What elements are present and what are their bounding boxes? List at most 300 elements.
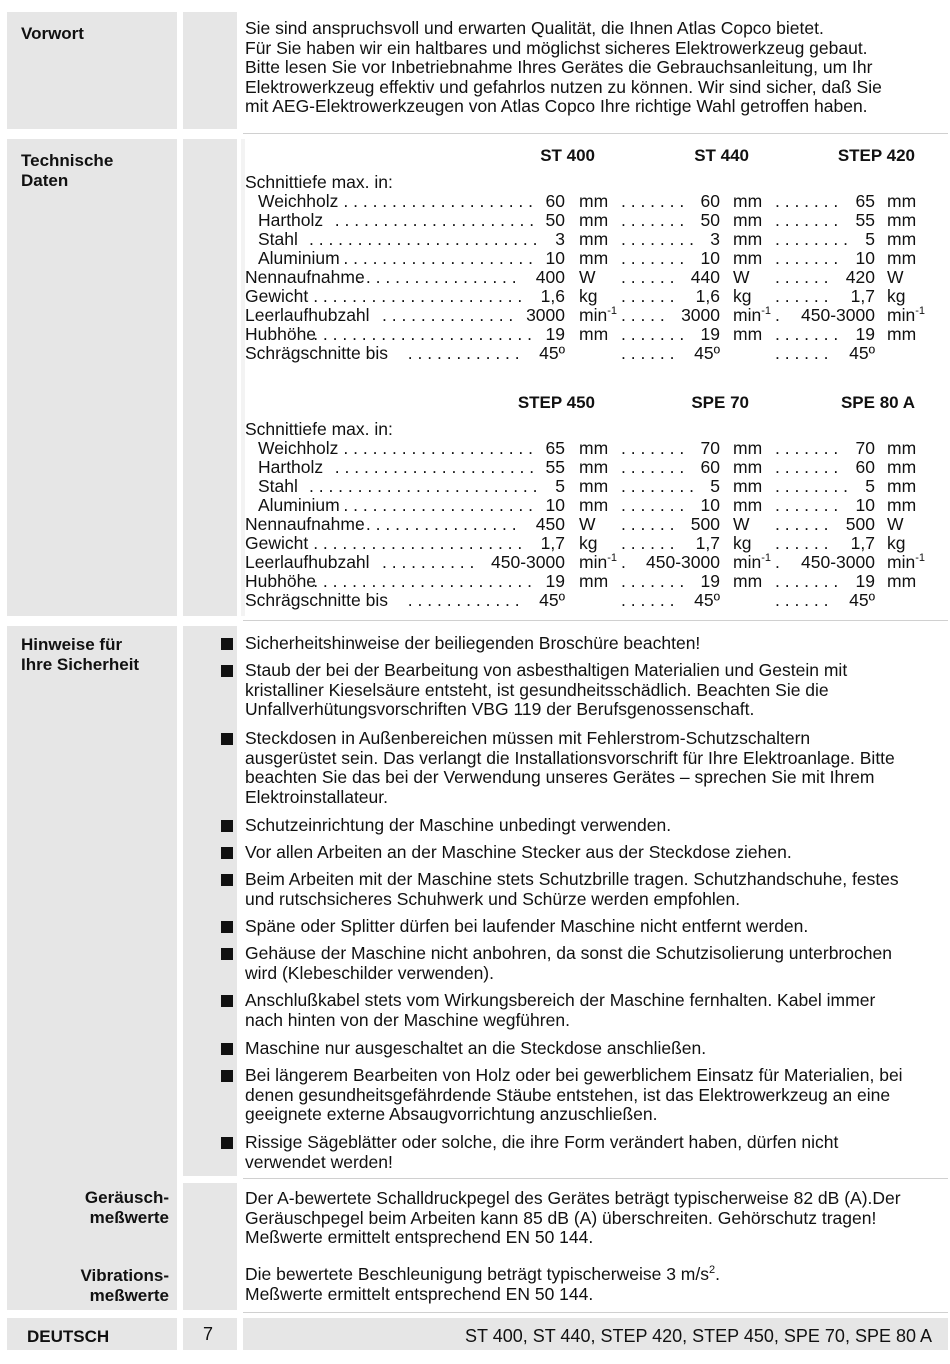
bullet-square-icon [221, 921, 233, 933]
table-row [245, 210, 935, 229]
superscript: -1 [761, 552, 771, 565]
row-unit: mm [887, 229, 917, 249]
table-row [245, 305, 935, 324]
label-line: meßwerte [89, 1286, 169, 1305]
safety-item-text [245, 870, 935, 909]
table-row [245, 457, 935, 476]
vibration-line-end: . [715, 1264, 720, 1284]
row-value: 10 [545, 495, 565, 515]
leader-dots: . . . . . . . [775, 191, 839, 211]
row-label: Hubhöhe [245, 571, 317, 591]
row-label: Stahl [258, 229, 298, 249]
safety-line: beachten Sie das bei der Verwendung unseres Gerätes – sprechen Sie mit Ihrem [245, 767, 875, 787]
row-unit: mm [887, 210, 917, 230]
safety-line: Maschine nur ausgeschaltet an die Steckdose anschließen. [245, 1038, 707, 1058]
tech-table-2 [245, 393, 935, 613]
row-value: 400 [535, 267, 565, 287]
safety-line: Rissige Sägeblätter oder solche, die ihre Form verändert haben, dürfen nicht [245, 1132, 839, 1152]
safety-line: kristalliner Kieselsäure entsteht, ist gesundheitsschädlich. Beachten Sie die [245, 679, 829, 700]
table-row [245, 438, 935, 457]
margin-box [183, 139, 237, 616]
table-row [245, 495, 935, 514]
vorwort-line: Elektrowerkzeug effektiv und gefahrlos nutzen zu können. Wir sind sicher, daß Sie [245, 76, 882, 97]
footer-language-box [7, 1318, 177, 1350]
row-value: 65 [545, 438, 565, 458]
row-unit: mm [579, 210, 609, 230]
leader-dots: . . . . . . . . [621, 476, 694, 496]
row-value: 1,6 [695, 286, 720, 306]
leader-dots: . . . . . . . [775, 571, 839, 591]
row-unit: mm [887, 476, 917, 496]
table-row [245, 248, 935, 267]
safety-line: verwendet werden! [245, 1151, 393, 1172]
safety-line: Bei längerem Bearbeiten von Holz oder bei gewerblichem Einsatz für Materialien, bei [245, 1065, 903, 1085]
vorwort-line: Sie sind anspruchsvoll und erwarten Qualität, die Ihnen Atlas Copco bietet. [245, 18, 824, 38]
row-unit: mm [887, 191, 917, 211]
superscript: -1 [607, 305, 617, 318]
row-value: 45º [539, 590, 565, 610]
row-value: 10 [700, 495, 720, 515]
row-value: 50 [700, 210, 720, 230]
safety-item-text [245, 843, 935, 863]
safety-item-text [245, 634, 935, 654]
leader-dots: . . . . . . . . . . [382, 552, 475, 572]
row-value: 19 [700, 324, 720, 344]
label-line: Vibrations- [80, 1266, 169, 1285]
leader-dots: . . . . . . . . . . . . . . . . . . . . [343, 495, 534, 515]
row-unit: W [887, 514, 904, 534]
row-label: Aluminium [258, 248, 340, 268]
row-unit: kg [733, 533, 752, 553]
row-unit: W [579, 267, 596, 287]
row-unit: mm [733, 571, 763, 591]
geraeusch-text [245, 1189, 950, 1248]
table-row [245, 191, 935, 210]
row-value: 50 [545, 210, 565, 230]
leader-dots: . . . . . . . . [621, 229, 694, 249]
geraeusch-line: Meßwerte ermittelt entsprechend EN 50 144. [245, 1227, 594, 1247]
row-label: Nennaufnahme [245, 267, 365, 287]
leader-dots: . . . . . . . . . . . . . . . . . . . . . . . [313, 324, 532, 344]
row-unit: mm [733, 324, 763, 344]
row-label: Gewicht [245, 533, 309, 553]
row-value: 3000 [526, 305, 565, 325]
leader-dots: . . . . . . . . [775, 229, 848, 249]
leader-dots: . . . . . . [621, 286, 675, 306]
leader-dots: . . . . . . . . . . . . . . . . . . . . [343, 438, 534, 458]
row-value: 45º [849, 590, 875, 610]
leader-dots: . . . . . [621, 305, 665, 325]
row-value: 19 [855, 571, 875, 591]
leader-dots: . . . . . . . [621, 248, 685, 268]
row-unit: W [733, 514, 750, 534]
label-line: Ihre Sicherheit [21, 655, 140, 674]
table-row [245, 571, 935, 590]
leader-dots: . . . . . . . [621, 191, 685, 211]
bullet-square-icon [221, 948, 233, 960]
row-unit: kg [579, 533, 598, 553]
row-unit: mm [579, 248, 609, 268]
leader-dots: . . . . . . . . . . . . . . . . . . . . . . [313, 286, 523, 306]
label-line: Daten [21, 171, 69, 190]
row-value: 45º [694, 343, 720, 363]
row-value: 19 [700, 571, 720, 591]
row-label: Weichholz [258, 191, 339, 211]
model-header: STEP 420 [837, 146, 915, 165]
row-value: 45º [694, 590, 720, 610]
leader-dots: . . . . . . . [775, 210, 839, 230]
label-line: Geräusch- [84, 1188, 169, 1207]
row-unit: mm [579, 324, 609, 344]
leader-dots: . . . . . . [621, 514, 675, 534]
safety-line: Späne oder Splitter dürfen bei laufender Maschine nicht entfernt werden. [245, 916, 809, 936]
row-unit: $\min^{-1}$ [733, 552, 771, 572]
row-unit: mm [579, 438, 609, 458]
leader-dots: . . . . . . . . . . . . . . . . . . . . . . . . [309, 476, 538, 496]
leader-dots: . . . . . . . . [775, 476, 848, 496]
safety-line: Gehäuse der Maschine nicht anbohren, da sonst die Schutzisolierung unterbrochen [245, 943, 892, 963]
safety-line: Anschlußkabel stets vom Wirkungsbereich der Maschine fernhalten. Kabel immer [245, 990, 876, 1010]
superscript: -1 [915, 552, 925, 565]
row-value: 5 [555, 476, 565, 496]
superscript: -1 [761, 305, 771, 318]
label-line: meßwerte [89, 1208, 169, 1227]
row-value: 45º [849, 343, 875, 363]
footer-page-box [183, 1318, 237, 1350]
superscript: 2 [709, 1264, 716, 1277]
leader-dots: . [775, 552, 780, 572]
row-unit: mm [733, 210, 763, 230]
safety-line: Unfallverhütungsvorschriften VBG 119 der Berufsgenossenschaft. [245, 699, 755, 719]
section-label-technische-daten-box [7, 139, 177, 616]
row-label: Leerlaufhubzahl [245, 305, 370, 325]
leader-dots: . . . . . . . [621, 210, 685, 230]
table-row [245, 476, 935, 495]
safety-line: Sicherheitshinweise der beiliegenden Broschüre beachten! [245, 633, 701, 653]
leader-dots: . . . . . . [621, 533, 675, 553]
row-unit: kg [579, 286, 598, 306]
bullet-square-icon [221, 665, 233, 677]
row-value: 1,7 [850, 286, 875, 306]
row-value: 450-3000 [801, 305, 875, 325]
row-value: 60 [700, 457, 720, 477]
safety-item-text [245, 816, 935, 836]
geraeusch-line: Der A-bewertete Schalldruckpegel des Gerätes beträgt typischerweise 82 dB (A).Der [245, 1188, 901, 1208]
table-row [245, 267, 935, 286]
leader-dots: . . . . . . . . . . . . [407, 343, 520, 363]
leader-dots: . . . . . . [775, 514, 829, 534]
row-value: 5 [710, 476, 720, 496]
section-label-sicherheit [7, 626, 177, 675]
row-unit: mm [579, 571, 609, 591]
margin-box [183, 626, 237, 1176]
model-header: SPE 70 [691, 393, 749, 412]
leader-dots: . . . . . . [621, 343, 675, 363]
safety-item-text [245, 917, 935, 937]
row-unit: mm [733, 495, 763, 515]
safety-line: denen gesundheitsgefährdende Stäube entstehen, ist das Elektrowerkzeug an eine [245, 1084, 891, 1105]
footer-models-box [243, 1318, 948, 1350]
row-value: 500 [690, 514, 720, 534]
row-label: Schrägschnitte bis [245, 590, 388, 610]
leader-dots: . . . . . . . . . . . . . . . . . [356, 267, 517, 287]
row-unit: $\min^{-1}$ [887, 305, 925, 325]
tech-table-1 [245, 146, 935, 366]
vorwort-text [245, 19, 950, 117]
row-value: 55 [545, 457, 565, 477]
row-unit: mm [733, 229, 763, 249]
vorwort-line: mit AEG-Elektrowerkzeugen von Atlas Copco Ihre richtige Wahl getroffen haben. [245, 96, 868, 116]
superscript: -1 [915, 305, 925, 318]
table-row [245, 286, 935, 305]
leader-dots: . . . . . . . . . . . . . . . . . . . . . . . [313, 571, 532, 591]
leader-dots: . . . . . . [775, 267, 829, 287]
row-value: 3 [710, 229, 720, 249]
leader-dots: . [621, 552, 626, 572]
row-unit: mm [579, 495, 609, 515]
leader-dots: . . . . . . . [775, 438, 839, 458]
safety-line: Elektroinstallateur. [245, 786, 388, 807]
divider [243, 1178, 948, 1179]
row-value: 19 [545, 571, 565, 591]
section-label-vorwort: Vorwort [21, 24, 84, 43]
row-unit: mm [733, 438, 763, 458]
safety-line: Beim Arbeiten mit der Maschine stets Schutzbrille tragen. Schutzhandschuhe, festes [245, 869, 899, 889]
table-row [245, 514, 935, 533]
row-label: Leerlaufhubzahl [245, 552, 370, 572]
safety-item-text [245, 944, 935, 983]
row-label: Weichholz [258, 438, 339, 458]
safety-item-text [245, 991, 935, 1030]
safety-item-text [245, 1133, 935, 1172]
row-value: 55 [855, 210, 875, 230]
model-header: ST 400 [540, 146, 595, 165]
table-row [245, 324, 935, 343]
leader-dots: . . . . . . . . . . . . . . . . . . . . . [334, 457, 535, 477]
row-unit: mm [733, 457, 763, 477]
row-value: 1,6 [540, 286, 565, 306]
row-unit: mm [887, 324, 917, 344]
row-value: 60 [545, 191, 565, 211]
row-value: 19 [545, 324, 565, 344]
row-value: 500 [845, 514, 875, 534]
leader-dots: . . . . . . [775, 343, 829, 363]
model-header: ST 440 [694, 146, 749, 165]
geraeusch-line: Geräuschpegel beim Arbeiten kann 85 dB (A) überschreiten. Gehörschutz tragen! [245, 1207, 877, 1228]
leader-dots: . . . . . . [775, 286, 829, 306]
row-label: Gewicht [245, 286, 309, 306]
row-label: Hartholz [258, 457, 324, 477]
safety-line: ausgerüstet sein. Das verlangt die Installationsvorschrift für Ihre Elektroanlage. Bitte [245, 747, 895, 768]
row-value: 19 [855, 324, 875, 344]
leader-dots: . . . . . . [775, 590, 829, 610]
row-value: 10 [855, 248, 875, 268]
safety-line: wird (Klebeschilder verwenden). [245, 962, 494, 983]
row-unit: mm [579, 476, 609, 496]
row-value: 70 [700, 438, 720, 458]
row-value: 70 [855, 438, 875, 458]
section-label-sicherheit-box [7, 626, 177, 1310]
row-unit: mm [887, 438, 917, 458]
table-row [245, 552, 935, 571]
vorwort-line: Bitte lesen Sie vor Inbetriebnahme Ihres Gerätes die Gebrauchsanleitung, um Ihr [245, 57, 873, 77]
footer-models: ST 400, ST 440, STEP 420, STEP 450, SPE 70, SPE 80 A [465, 1326, 932, 1346]
table-row [245, 229, 935, 248]
safety-line: nach hinten von der Maschine wegführen. [245, 1009, 570, 1030]
page-number: 7 [203, 1324, 214, 1344]
row-value: 5 [865, 476, 875, 496]
label-line: Hinweise für [21, 635, 123, 654]
safety-line: geeignete externe Absaugvorrichtung anzuschließen. [245, 1104, 658, 1124]
section-label-vibration [7, 1266, 177, 1306]
row-label: Schrägschnitte bis [245, 343, 388, 363]
footer-language: DEUTSCH [27, 1327, 110, 1346]
row-unit: W [887, 267, 904, 287]
safety-line: und rutschsicheres Schuhwerk und Schürze werden empfohlen. [245, 888, 741, 909]
leader-dots: . . . . . . . [621, 571, 685, 591]
vibration-line [245, 1265, 950, 1285]
row-unit: mm [579, 229, 609, 249]
row-unit: $\min^{-1}$ [579, 552, 617, 572]
leader-dots: . . . . . . . . . . . . . . . . . . . . . . [313, 533, 523, 553]
row-unit: $\min^{-1}$ [887, 552, 925, 572]
row-value: 60 [700, 191, 720, 211]
row-unit: kg [887, 533, 906, 553]
row-unit: mm [733, 248, 763, 268]
leader-dots: . . . . . . . [775, 457, 839, 477]
vibration-line-text: Die bewertete Beschleunigung beträgt typischerweise 3 m/s [245, 1264, 709, 1284]
leader-dots: . [775, 305, 780, 325]
row-value: 3 [555, 229, 565, 249]
row-unit: kg [887, 286, 906, 306]
model-header: SPE 80 A [840, 393, 915, 412]
row-value: 440 [690, 267, 720, 287]
row-value: 450 [535, 514, 565, 534]
divider [243, 133, 948, 134]
leader-dots: . . . . . . . [775, 324, 839, 344]
section-label-geraeusch [7, 1188, 177, 1228]
leader-dots: . . . . . . . . . . . . . . . . . . . . . . . . [309, 229, 538, 249]
bullet-square-icon [221, 820, 233, 832]
row-value: 45º [539, 343, 565, 363]
row-unit: mm [887, 457, 917, 477]
leader-dots: . . . . . . [775, 533, 829, 553]
leader-dots: . . . . . . . . . . . . . . . . . . . . [343, 191, 534, 211]
model-header: STEP 450 [517, 393, 595, 412]
divider [243, 1312, 948, 1313]
row-unit: mm [887, 571, 917, 591]
bullet-square-icon [221, 1137, 233, 1149]
row-value: 1,7 [695, 533, 720, 553]
safety-item-text [245, 729, 935, 807]
section-label-vorwort-box [7, 12, 177, 129]
bullet-square-icon [221, 1070, 233, 1082]
table-row [245, 590, 935, 609]
row-label: Aluminium [258, 495, 340, 515]
vibration-line: Meßwerte ermittelt entsprechend EN 50 144. [245, 1283, 594, 1304]
row-value: 1,7 [850, 533, 875, 553]
row-value: 5 [865, 229, 875, 249]
row-unit: mm [733, 476, 763, 496]
row-unit: W [733, 267, 750, 287]
bullet-square-icon [221, 995, 233, 1007]
bullet-square-icon [221, 1043, 233, 1055]
row-value: 60 [855, 457, 875, 477]
margin-box [183, 1183, 237, 1310]
table-intro: Schnittiefe max. in: [245, 419, 393, 439]
safety-line: Steckdosen in Außenbereichen müssen mit Fehlerstrom-Schutzschaltern [245, 728, 811, 748]
row-unit: mm [887, 248, 917, 268]
superscript: -1 [607, 552, 617, 565]
table-intro: Schnittiefe max. in: [245, 172, 393, 192]
row-unit: W [579, 514, 596, 534]
section-label-technische-daten [7, 139, 177, 191]
label-line: Technische [21, 151, 114, 170]
leader-dots: . . . . . . . [775, 248, 839, 268]
row-value: 10 [700, 248, 720, 268]
row-unit: kg [733, 286, 752, 306]
leader-dots: . . . . . . . [621, 438, 685, 458]
row-unit: mm [733, 191, 763, 211]
leader-dots: . . . . . . . [621, 324, 685, 344]
safety-line: Staub der bei der Bearbeitung von asbesthaltigen Materialien und Gestein mit [245, 660, 848, 680]
table-row [245, 343, 935, 362]
bullet-square-icon [221, 638, 233, 650]
row-value: 65 [855, 191, 875, 211]
row-unit: mm [887, 495, 917, 515]
leader-dots: . . . . . . . . . . . . . . . . . [356, 514, 517, 534]
row-value: 450-3000 [646, 552, 720, 572]
row-label: Hartholz [258, 210, 324, 230]
safety-line: Vor allen Arbeiten an der Maschine Stecker aus der Steckdose ziehen. [245, 842, 792, 862]
bullet-square-icon [221, 874, 233, 886]
row-unit: mm [579, 457, 609, 477]
vorwort-line: Für Sie haben wir ein haltbares und möglichst sicheres Elektrowerkzeug gebaut. [245, 37, 868, 58]
leader-dots: . . . . . . . [775, 495, 839, 515]
margin-box [183, 12, 237, 129]
row-unit: mm [579, 191, 609, 211]
safety-item-text [245, 661, 935, 720]
bullet-square-icon [221, 733, 233, 745]
safety-line: Schutzeinrichtung der Maschine unbedingt verwenden. [245, 815, 672, 835]
row-label: Hubhöhe [245, 324, 317, 344]
row-unit: $\min^{-1}$ [733, 305, 771, 325]
leader-dots: . . . . . . . . . . . . . . . . . . . . [343, 248, 534, 268]
row-unit: $\min^{-1}$ [579, 305, 617, 325]
leader-dots: . . . . . . [621, 590, 675, 610]
row-value: 3000 [681, 305, 720, 325]
safety-item-text [245, 1066, 935, 1125]
vibration-text [245, 1265, 950, 1304]
leader-dots: . . . . . . . . . . . . [407, 590, 520, 610]
row-value: 10 [855, 495, 875, 515]
row-value: 450-3000 [801, 552, 875, 572]
leader-dots: . . . . . . . . . . . . . . . . . . . . . [334, 210, 535, 230]
leader-dots: . . . . . . . . . . . . . . [382, 305, 514, 325]
leader-dots: . . . . . . . [621, 457, 685, 477]
leader-dots: . . . . . . . [621, 495, 685, 515]
row-value: 1,7 [540, 533, 565, 553]
row-value: 10 [545, 248, 565, 268]
row-value: 420 [845, 267, 875, 287]
bullet-square-icon [221, 847, 233, 859]
row-label: Stahl [258, 476, 298, 496]
row-label: Nennaufnahme [245, 514, 365, 534]
row-value: 450-3000 [491, 552, 565, 572]
divider [243, 620, 948, 621]
safety-item-text [245, 1039, 935, 1059]
table-row [245, 533, 935, 552]
